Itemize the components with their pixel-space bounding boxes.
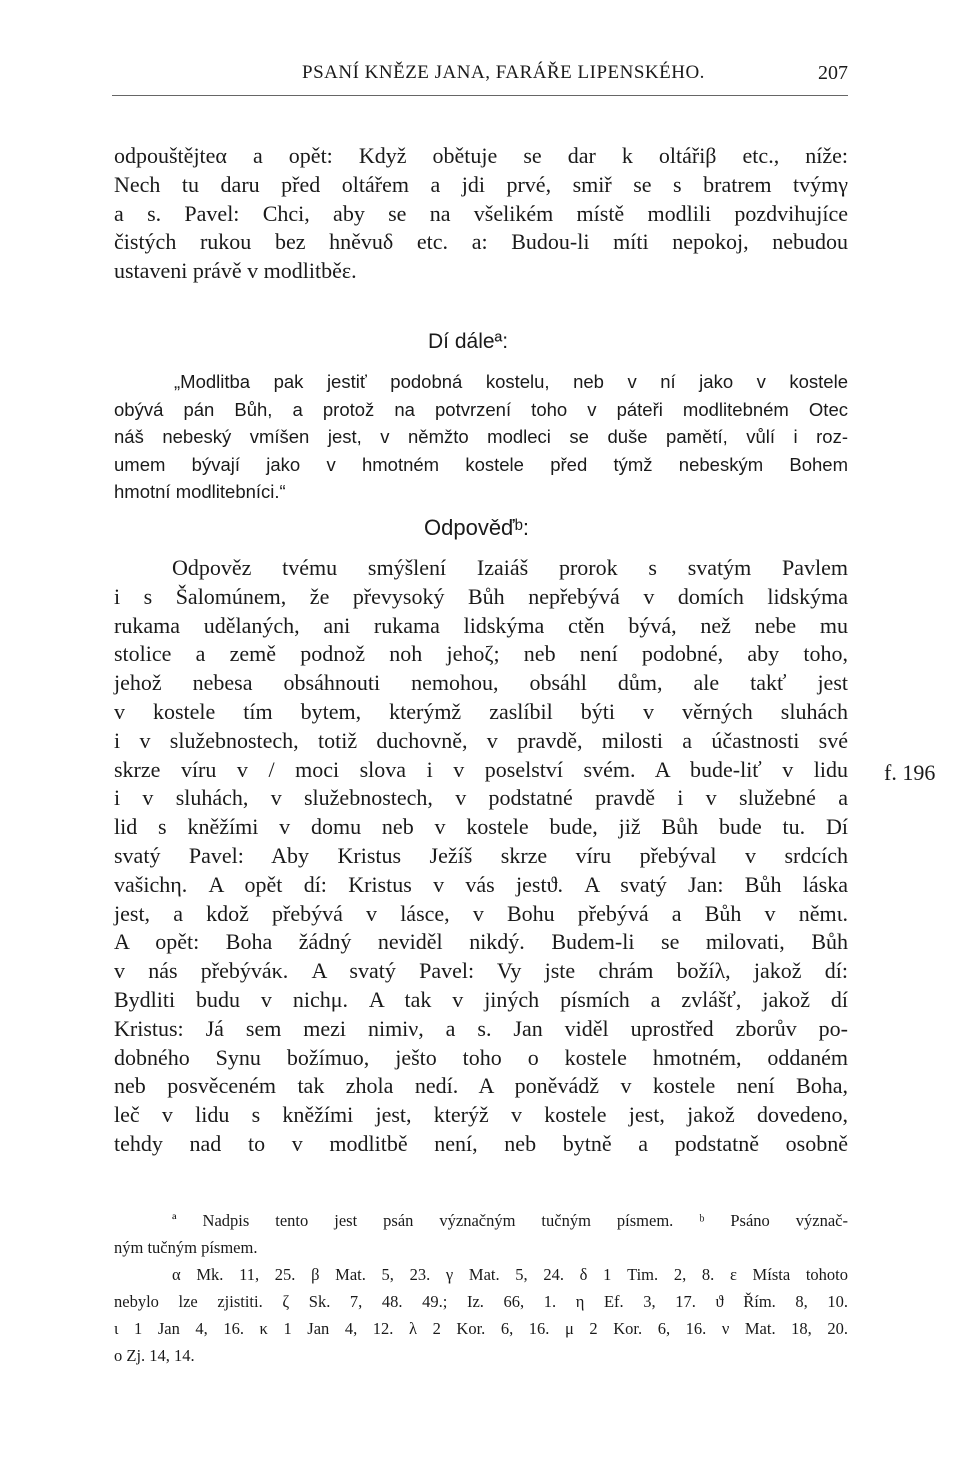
text-line: neb posvěceném tak zhola nedí. A poněvádž v kostele není Boha,	[114, 1073, 848, 1099]
text-line: Kristus: Já sem mezi nimiν, a s. Jan viděl uprostřed zborův po-	[114, 1015, 848, 1041]
footnote-line: ο Zj. 14, 14.	[114, 1346, 195, 1365]
header-rule	[112, 95, 848, 96]
paragraph-1	[114, 142, 848, 286]
text-line: vašichη. A opět dí: Kristus v vás jestϑ. A svatý Jan: Bůh láska	[114, 871, 848, 897]
quote-block	[114, 368, 848, 506]
answer-body	[114, 554, 848, 1159]
text-line: tehdy nad to v modlitbě není, neb bytně a podstatně osobně	[114, 1130, 848, 1156]
text-line: svatý Pavel: Aby Kristus Ježíš skrze víru přebýval v srdcích	[114, 842, 848, 868]
section-heading-odpoved: Odpověďᵇ:	[424, 515, 529, 540]
footnote-line: ª Nadpis tento jest psán význačným tučným písmem. ᵇ Psáno význač-	[172, 1211, 848, 1230]
text-line: lid s kněžími v domu neb v kostele bude, již Bůh bude tu. Dí	[114, 814, 848, 840]
text-line: obývá pán Bůh, a protož na potvrzení toho v páteři modlitebném Otec	[114, 398, 848, 420]
text-line: Odpověz tvému smýšlení Izaiáš prorok s svatým Pavlem	[172, 555, 848, 580]
text-line: A opět: Boha žádný neviděl nikdý. Budem-li se milovati, Bůh	[114, 929, 848, 955]
text-line: jest, a kdož přebývá v lásce, v Bohu přebývá a Bůh v němι.	[114, 900, 848, 926]
text-line: v nás přebýváκ. A svatý Pavel: Vy jste chrám božíλ, jakož dí:	[114, 958, 848, 984]
text-line: leč v lidu s kněžími jest, kterýž v kostele jest, jakož dovedeno,	[114, 1102, 848, 1128]
footnote-line: ným tučným písmem.	[114, 1238, 258, 1257]
text-line: i s Šalomúnem, že převysoký Bůh nepřebývá v domích lidskýma	[114, 583, 848, 609]
footnote-line: nebylo lze zjistiti. ζ Sk. 7, 48. 49.; Iz. 66, 1. η Ef. 3, 17. ϑ Řím. 8, 10.	[114, 1292, 848, 1311]
text-line: odpouštějteα a opět: Když obětuje se dar k oltářiβ etc., níže:	[114, 143, 848, 168]
text-line: skrze víru v / moci slova i v poselství svém. A bude-liť v lidu	[114, 756, 848, 782]
footnotes	[114, 1207, 848, 1369]
text-line: i v sluhách, v služebnostech, v podstatné pravdě i v služebné a	[114, 785, 848, 811]
text-line: v kostele tím bytem, kterýmž zaslíbil býti v věrných sluhách	[114, 698, 848, 724]
text-line: náš nebeský vmíšen jest, v němžto modleci se duše pamětí, vůlí i roz-	[114, 426, 848, 447]
text-line: Nech tu daru před oltářem a jdi prvé, smiř se s bratrem tvýmγ	[114, 171, 848, 197]
section-heading-di-dale: Dí dáleª:	[428, 330, 509, 353]
text-line: rukama udělaných, ani rukama lidskýma ctěn bývá, než nebe mu	[114, 612, 848, 638]
text-line: jehož nebesa obsáhnouti nemohou, obsáhl dům, ale takť jest	[114, 670, 848, 696]
text-line: dobného Synu božímuο, ješto toho o kostele hmotném, oddaném	[114, 1044, 848, 1070]
text-line: hmotní modlitebníci.“	[114, 481, 286, 502]
text-line: „Modlitba pak jestiť podobná kostelu, neb v ní jako v kostele	[174, 371, 848, 392]
text-line: i v služebnostech, totiž duchovně, v pravdě, milosti a účastnosti své	[114, 727, 848, 753]
text-line: ustaveni právě v modlitběε.	[114, 258, 357, 284]
text-line: stolice a země podnož noh jehoζ; neb není podobné, aby toho,	[114, 641, 848, 667]
footnote-line: α Mk. 11, 25. β Mat. 5, 23. γ Mat. 5, 24. δ 1 Tim. 2, 8. ε Místa tohoto	[172, 1265, 848, 1284]
page-number: 207	[818, 62, 848, 84]
text-line: a s. Pavel: Chci, aby se na všelikém místě modlili pozdvihujíce	[114, 200, 848, 226]
footnote-line: ι 1 Jan 4, 16. κ 1 Jan 4, 12. λ 2 Kor. 6, 16. μ 2 Kor. 6, 16. ν Mat. 18, 20.	[114, 1319, 848, 1338]
page-header	[112, 62, 848, 92]
text-line: čistých rukou bez hněvuδ etc. a: Budou-li míti nepokoj, nebudou	[114, 229, 848, 255]
text-line: Bydliti budu v nichμ. A tak v jiných písmích a zvlášť, jakož dí	[114, 986, 848, 1012]
folio-margin-note: f. 196	[884, 760, 936, 785]
text-line: umem bývají jako v hmotném kostele před týmž nebeským Bohem	[114, 453, 848, 475]
running-title: PSANÍ KNĚZE JANA, FARÁŘE LIPENSKÉHO.	[302, 62, 705, 83]
